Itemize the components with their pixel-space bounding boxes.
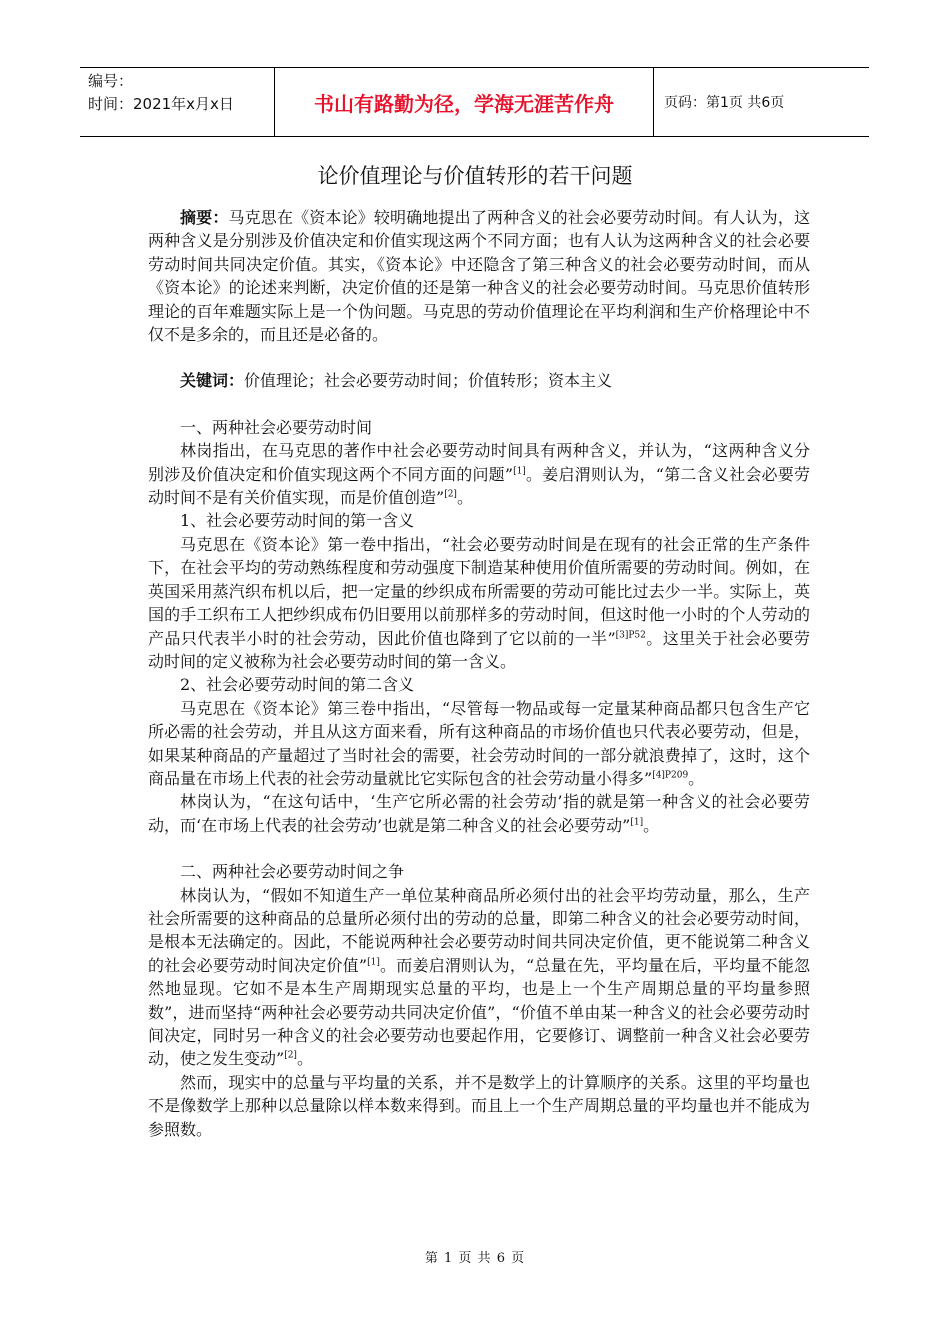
citation: [4]P209 — [652, 770, 689, 781]
section2-paragraph-2: 然而，现实中的总量与平均量的关系，并不是数学上的计算顺序的关系。这里的平均量也不是像数学上那种以总量除以样本数来得到。而且上一个生产周期总量的平均量也并不能成为参照数。 — [148, 1072, 810, 1139]
page-footer: 第 1 页 共 6 页 — [424, 1251, 526, 1266]
citation: [1] — [367, 957, 380, 968]
citation: [2] — [284, 1051, 297, 1062]
document-number: 编号： — [88, 72, 134, 90]
document-body — [148, 206, 810, 1141]
section1-paragraph-4: 林岗认为，“在这句话中，‘生产它所必需的社会劳动’指的就是第一种含义的社会必要劳动，而‘在市场上代表的社会劳动’也就是第二种含义的社会必要劳动”[1]。 — [148, 792, 810, 835]
document-title: 论价值理论与价值转形的若干问题 — [317, 164, 633, 188]
section1-paragraph-1: 林岗指出，在马克思的著作中社会必要劳动时间具有两种含义，并认为，“这两种含义分别涉及价值决定和价值实现这两个不同方面的问题”[1]。姜启渭则认为，“第二含义社会必要劳动时间不是有关价值实现，而是价值创造”[2]。 — [148, 441, 810, 508]
header-middle-cell — [275, 68, 654, 136]
section2-heading: 二、两种社会必要劳动时间之争 — [180, 862, 405, 882]
section1-heading: 一、两种社会必要劳动时间 — [180, 417, 373, 437]
section1-paragraph-3: 马克思在《资本论》第三卷中指出，“尽管每一物品或每一定量某种商品都只包含生产它所必需的社会劳动，并且从这方面来看，所有这种商品的市场价值也只代表必要劳动，但是，如果某种商品的产量超过了当时社会的需要，社会劳动时间的一部分就浪费掉了，这时，这个商品量在市场上代表的社会劳动量就比它实际包含的社会劳动量小得多”$^{[4]P209}$。 — [148, 698, 810, 788]
header-motto: 书山有路勤为径，学海无涯苦作舟 — [314, 91, 614, 116]
citation: [3]P52 — [615, 630, 646, 641]
header-page-info: 页码：第1页 共6页 — [664, 95, 785, 111]
header-right-cell — [654, 68, 869, 136]
keywords-paragraph — [148, 369, 810, 392]
header-left-cell — [80, 68, 275, 136]
abstract-paragraph — [148, 206, 810, 346]
abstract-label: 摘要： — [180, 208, 229, 227]
section1-paragraph-2: 马克思在《资本论》第一卷中指出，“社会必要劳动时间是在现有的社会正常的生产条件下，在社会平均的劳动熟练程度和劳动强度下制造某种使用价值所需要的劳动时间。例如，在英国采用蒸汽织布机以后，把一定量的纱织成布所需要的劳动可能比过去少一半。实际上，英国的手工织布工人把纱织成布仍旧要用以前那样多的劳动时间，但这时他一小时的个人劳动的产品只代表半小时的社会劳动，因此价值也降到了它以前的一半”$^{[3]P52}$。这里关于社会必要劳动时间的定义被称为社会必要劳动时间的第一含义。 — [148, 534, 810, 671]
document-time: 时间：2021年x月x日 — [88, 95, 234, 113]
abstract-text: 马克思在《资本论》较明确地提出了两种含义的社会必要劳动时间。有人认为，这两种含义是分别涉及价值决定和价值实现这两个不同方面；也有人认为这两种含义的社会必要劳动时间共同决定价值。其实，《资本论》中还隐含了第三种含义的社会必要劳动时间，而从《资本论》的论述来判断，决定价值的还是第一种含义的社会必要劳动时间。马克思价值转形理论的百年难题实际上是一个伪问题。马克思的劳动价值理论在平均利润和生产价格理论中不仅不是多余的，而且还是必备的。 — [148, 208, 810, 345]
keywords-label: 关键词： — [180, 371, 245, 391]
section1-subheading-1: 1、社会必要劳动时间的第一含义 — [180, 511, 415, 531]
header-table — [80, 67, 869, 137]
citation: [2] — [444, 489, 457, 500]
keywords-text: 价值理论；社会必要劳动时间；价值转形；资本主义 — [244, 371, 613, 391]
section2-paragraph-1: 林岗认为，“假如不知道生产一单位某种商品所必须付出的社会平均劳动量，那么，生产社会所需要的这种商品的总量所必须付出的劳动的总量，即第二种含义的社会必要劳动时间，是根本无法确定的。因此，不能说两种社会必要劳动时间共同决定价值，更不能说第二种含义的社会必要劳动时间决定价值”[1]。而姜启渭则认为，“总量在先，平均量在后，平均量不能忽然地显现。它如不是本生产周期现实总量的平均，也是上一个生产周期总量的平均量参照数”，进而坚持“两种社会必要劳动共同决定价值”，“价值不单由某一种含义的社会必要劳动时间决定，同时另一种含义的社会必要劳动也要起作用，它要修订、调整前一种含义社会必要劳动，使之发生变动”[2]。 — [148, 885, 810, 1069]
citation: [1] — [513, 466, 526, 477]
section1-subheading-2: 2、社会必要劳动时间的第二含义 — [180, 675, 415, 695]
citation: [1] — [630, 817, 644, 828]
